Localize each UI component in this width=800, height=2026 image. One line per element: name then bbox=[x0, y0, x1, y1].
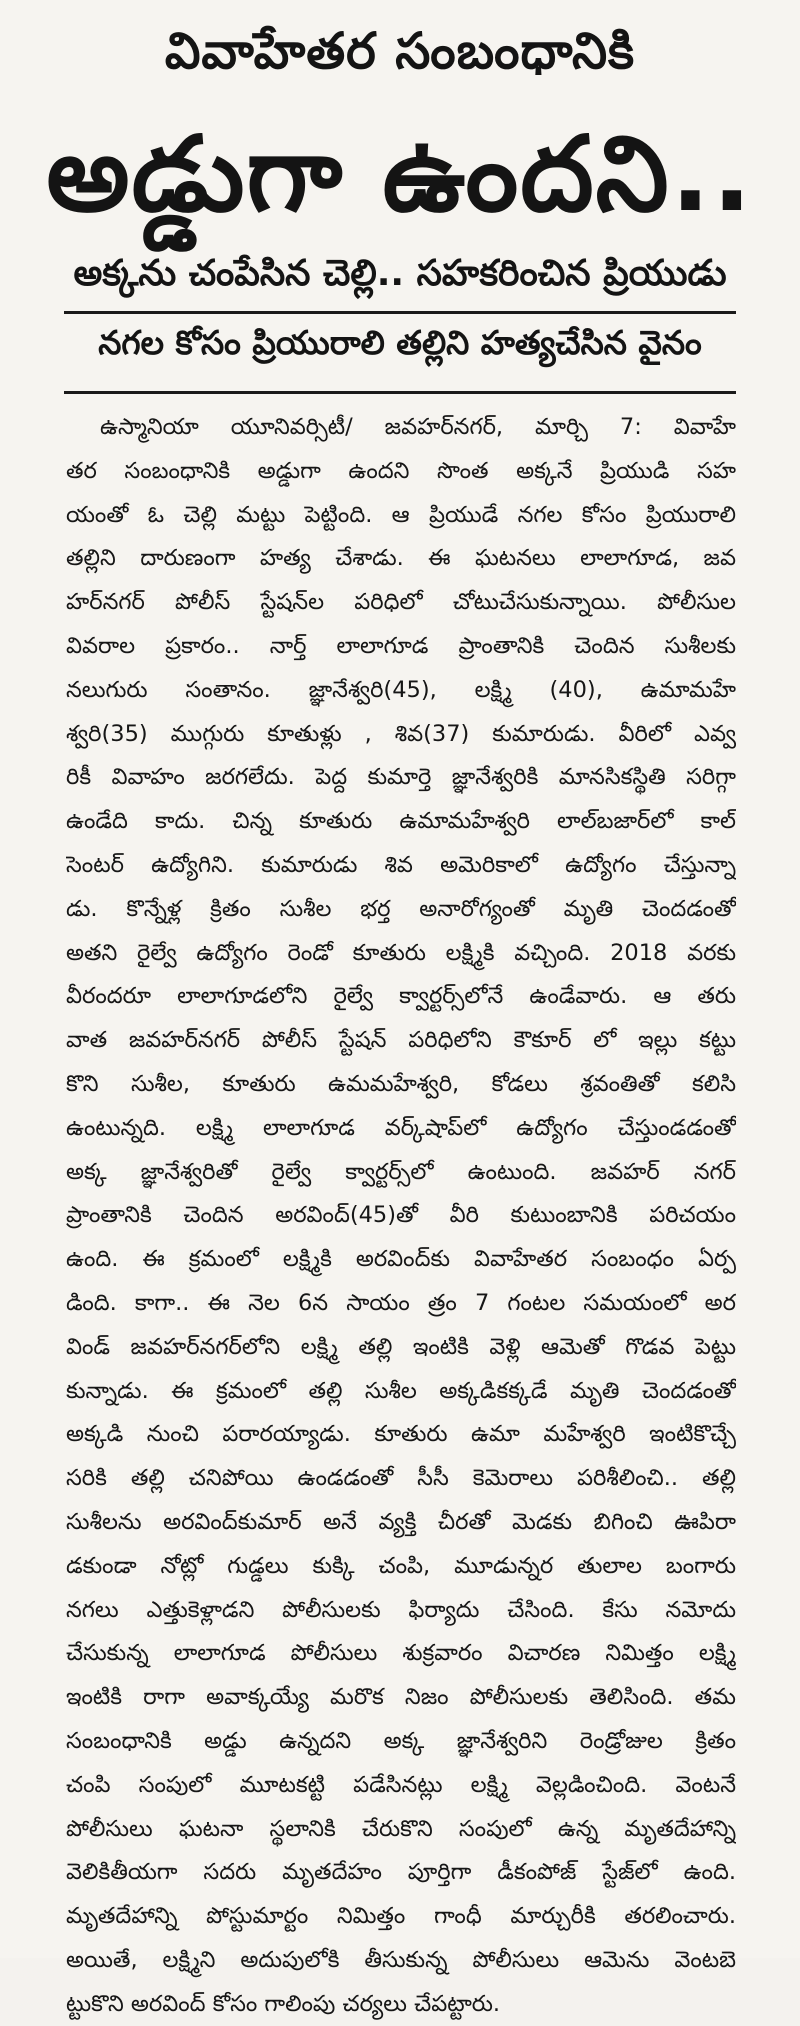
body-line: పోలీసులు ఘటనా స్థలానికి చేరుకొని సంపులో ఉన్న మృతదేహాన్ని bbox=[66, 1815, 736, 1842]
body-line: హర్‌నగర్ పోలీస్ స్టేషన్‌ల పరిధిలో చోటుచేసుకున్నాయి. పోలీసుల bbox=[66, 589, 736, 616]
body-line: డు. కొన్నేళ్ల క్రితం సుశీల భర్త అనారోగ్యంతో మృతి చెందడంతో bbox=[66, 895, 736, 922]
body-line: ట్టుకొని అరవింద్ కోసం గాలింపు చర్యలు చేపట్టారు. bbox=[66, 1990, 501, 2017]
subheadline-1: అక్కను చంపేసిన చెల్లి.. సహకరించిన ప్రియుడు bbox=[73, 253, 727, 294]
body-line: వెలికితీయగా సదరు మృతదేహం పూర్తిగా డీకంపోజ్ స్టేజ్‌లో ఉంది. bbox=[66, 1859, 736, 1886]
body-line: సుశీలను అరవింద్‌కుమార్ అనే వ్యక్తి చీరతో మెడకు బిగించి ఊపిరా bbox=[66, 1508, 736, 1535]
body-line: వాత జవహర్‌నగర్ పోలీస్ స్టేషన్ పరిధిలోని కౌకూర్ లో ఇల్లు కట్టు bbox=[66, 1027, 736, 1054]
body-line: ఉస్మానియా యూనివర్సిటీ/ జవహర్‌నగర్, మార్చి 7: వివాహే bbox=[100, 414, 736, 440]
body-line: ఇంటికి రాగా అవాక్కయ్యే మరొక నిజం పోలీసులకు తెలిసింది. తమ bbox=[66, 1684, 736, 1711]
body-line: ప్రాంతానికి చెందిన అరవింద్(45)తో వీరి కుటుంబానికి పరిచయం bbox=[66, 1202, 736, 1229]
body-line: డింది. కాగా.. ఈ నెల 6న సాయం త్రం 7 గంటల సమయంలో అర bbox=[66, 1289, 736, 1316]
body-line: నగలు ఎత్తుకెళ్లాడని పోలీసులకు ఫిర్యాదు చేసింది. కేసు నమోదు bbox=[66, 1596, 736, 1623]
body-line: శ్వరి(35) ముగ్గురు కూతుళ్లు , శివ(37) కుమారుడు. వీరిలో ఎవ్వ bbox=[66, 720, 736, 747]
divider-rule-top bbox=[64, 311, 736, 314]
body-line: అతని రైల్వే ఉద్యోగం రెండో కూతురు లక్ష్మికి వచ్చింది. 2018 వరకు bbox=[66, 939, 736, 966]
main-headline: అడ్డుగా ఉందని.. bbox=[46, 113, 754, 235]
body-line: కొని సుశీల, కూతురు ఉమమహేశ్వరి, కోడలు శ్రవంతితో కలిసి bbox=[66, 1070, 736, 1097]
body-line: సరికి తల్లి చనిపోయి ఉండడంతో సీసీ కెమెరాలు పరిశీలించి.. తల్లి bbox=[66, 1465, 736, 1492]
subheadline-2: నగల కోసం ప్రియురాలి తల్లిని హత్యచేసిన వైనం bbox=[98, 323, 702, 362]
divider-rule-bottom bbox=[64, 391, 736, 394]
body-line: మృతదేహాన్ని పోస్టుమార్టం నిమిత్తం గాంధీ మార్చురీకి తరలించారు. bbox=[66, 1903, 736, 1930]
body-line: వివరాల ప్రకారం.. నార్త్ లాలాగూడ ప్రాంతానికి చెందిన సుశీలకు bbox=[66, 632, 736, 659]
body-line: అయితే, లక్ష్మిని అదుపులోకి తీసుకున్న పోలీసులు ఆమెను వెంటబె bbox=[66, 1946, 736, 1973]
body-line: ఉంటున్నది. లక్ష్మి లాలాగూడ వర్క్‌షాప్‌లో ఉద్యోగం చేస్తుండడంతో bbox=[66, 1114, 736, 1141]
body-line: చేసుకున్న లాలాగూడ పోలీసులు శుక్రవారం విచారణ నిమిత్తం లక్ష్మి bbox=[66, 1640, 736, 1667]
body-line: రికీ వివాహం జరగలేదు. పెద్ద కుమార్తె జ్ఞానేశ్వరికి మానసికస్థితి సరిగ్గా bbox=[66, 764, 736, 791]
body-line: విండ్ జవహర్‌నగర్‌లోని లక్ష్మి తల్లి ఇంటికి వెళ్లి ఆమెతో గొడవ పెట్టు bbox=[66, 1333, 736, 1360]
body-line: డకుండా నోట్లో గుడ్డలు కుక్కి చంపి, మూడున్నర తులాల బంగారు bbox=[66, 1552, 736, 1579]
article-body bbox=[66, 406, 736, 2026]
kicker-headline: వివాహేతర సంబంధానికి bbox=[164, 22, 636, 80]
body-line: ఉంది. ఈ క్రమంలో లక్ష్మికి అరవింద్‌కు వివాహేతర సంబంధం ఏర్ప bbox=[66, 1246, 736, 1273]
body-line: ఉండేది కాదు. చిన్న కూతురు ఉమామహేశ్వరి లాల్‌బజార్‌లో కాల్ bbox=[66, 808, 736, 835]
body-line: సెంటర్ ఉద్యోగిని. కుమారుడు శివ అమెరికాలో ఉద్యోగం చేస్తున్నా bbox=[66, 851, 736, 878]
body-line: కున్నాడు. ఈ క్రమంలో తల్లి సుశీల అక్కడికక్కడే మృతి చెందడంతో bbox=[66, 1377, 736, 1404]
body-line: తర సంబంధానికి అడ్డుగా ఉందని సొంత అక్కనే ప్రియుడి సహ bbox=[66, 457, 736, 484]
body-line: వీరందరూ లాలాగూడలోని రైల్వే క్వార్టర్స్‌లోనే ఉండేవారు. ఆ తరు bbox=[66, 983, 736, 1010]
body-line: అక్క జ్ఞానేశ్వరితో రైల్వే క్వార్టర్స్‌లో ఉంటుంది. జవహర్ నగర్ bbox=[66, 1158, 736, 1185]
body-line: అక్కడి నుంచి పరారయ్యాడు. కూతురు ఉమా మహేశ్వరి ఇంటికొచ్చే bbox=[66, 1421, 736, 1448]
body-line: సంబంధానికి అడ్డు ఉన్నదని అక్క జ్ఞానేశ్వరిని రెండ్రోజుల క్రితం bbox=[66, 1727, 736, 1754]
body-line: యంతో ఓ చెల్లి మట్టు పెట్టింది. ఆ ప్రియుడే నగల కోసం ప్రియురాలి bbox=[66, 501, 736, 528]
body-line: నలుగురు సంతానం. జ్ఞానేశ్వరి(45), లక్ష్మి (40), ఉమామహే bbox=[66, 676, 736, 703]
body-line: తల్లిని దారుణంగా హత్య చేశాడు. ఈ ఘటనలు లాలాగూడ, జవ bbox=[66, 545, 736, 572]
body-line: చంపి సంపులో మూటకట్టి పడేసినట్లు లక్ష్మి వెల్లడించింది. వెంటనే bbox=[66, 1771, 736, 1798]
